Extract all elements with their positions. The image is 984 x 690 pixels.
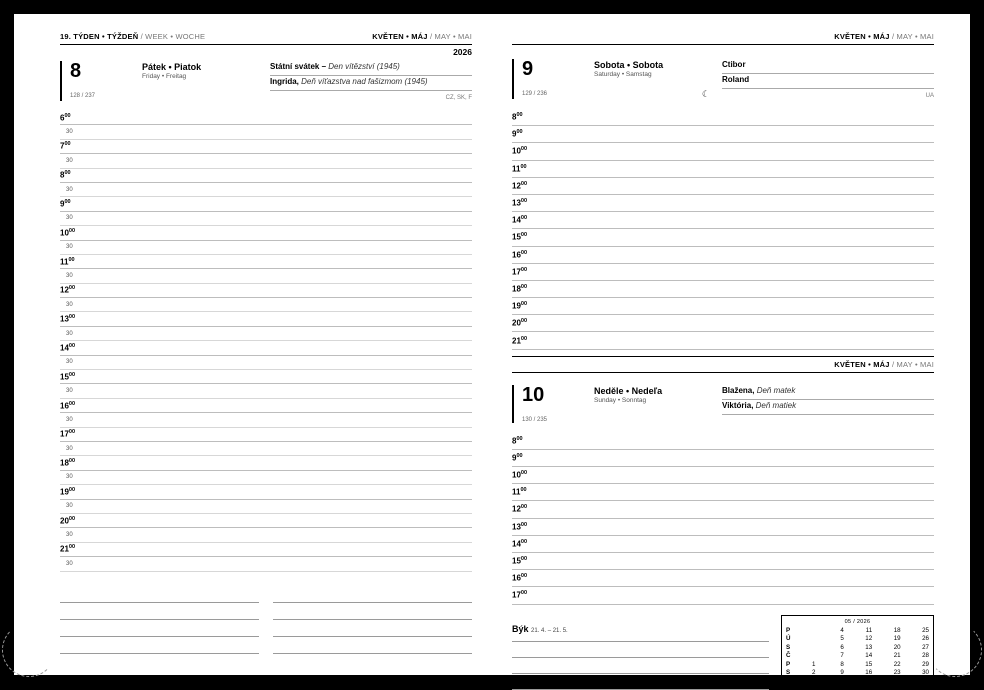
hour-row[interactable] [60, 327, 472, 341]
hour-label: $8^{00}$ [512, 112, 523, 122]
month-text-translation: / MAY • MAI [427, 32, 472, 41]
hour-row[interactable] [512, 501, 934, 518]
mini-calendar-day[interactable]: 18 [893, 626, 901, 634]
mini-calendar-day[interactable]: 20 [893, 643, 901, 651]
half-hour-label: 30 [66, 157, 73, 164]
hour-row[interactable] [512, 315, 934, 332]
mini-calendar-weekday: P [786, 626, 791, 634]
half-hour-label: 30 [66, 301, 73, 308]
mini-calendar-day[interactable]: 25 [922, 626, 929, 634]
hour-row[interactable] [60, 514, 472, 528]
half-hour-label: 30 [66, 359, 73, 366]
hour-label: $20^{00}$ [512, 318, 528, 328]
friday-note-1-bold: Státní svátek – [270, 62, 329, 71]
hour-row[interactable] [512, 281, 934, 298]
mini-calendar-row [785, 635, 930, 643]
sunday-hour-grid[interactable] [512, 433, 934, 605]
mini-calendar-weekday: Č [786, 652, 791, 660]
sunday-note-2-bold: Viktória, [722, 400, 756, 410]
mini-calendar-day[interactable]: 23 [893, 668, 901, 676]
hour-label: $12^{00}$ [512, 180, 528, 191]
half-hour-label: 30 [66, 330, 73, 337]
week-text-translation: / WEEK • WOCHE [138, 32, 206, 41]
hour-label: $13^{00}$ [512, 198, 528, 208]
zodiac-note-line[interactable] [512, 674, 769, 690]
mini-calendar-day[interactable]: 14 [865, 652, 873, 660]
mini-calendar-day[interactable]: 31 [922, 677, 929, 685]
month-text-right-translation: / MAY • MAI [889, 32, 934, 41]
hour-row[interactable] [512, 298, 934, 315]
hour-row[interactable] [60, 356, 472, 370]
hour-label: $19^{00}$ [512, 301, 528, 311]
half-hour-label: 30 [66, 128, 73, 135]
mini-calendar-day[interactable]: 17 [865, 677, 873, 685]
hour-row[interactable] [60, 413, 472, 427]
hour-row[interactable] [60, 528, 472, 542]
mini-calendar-row [785, 677, 930, 685]
hour-row[interactable] [60, 140, 472, 154]
zodiac-note-line[interactable] [512, 658, 769, 674]
hour-label: $9^{00}$ [60, 199, 71, 209]
left-page-header [60, 32, 472, 45]
mini-calendar-day[interactable]: 13 [865, 643, 873, 651]
month-label-mid [834, 360, 934, 369]
mini-calendar-day[interactable] [799, 644, 816, 652]
right-page-header [512, 32, 934, 45]
mini-calendar-day[interactable]: 26 [922, 635, 929, 643]
hour-row[interactable] [60, 154, 472, 168]
saturday-hour-grid[interactable] [512, 109, 934, 350]
diary-spread [14, 14, 970, 685]
month-label [372, 32, 472, 41]
friday-note-2-bold: Ingrida, [270, 77, 302, 86]
hour-label: $20^{00}$ [60, 515, 76, 526]
hour-row[interactable] [60, 557, 472, 571]
saturday-name-block [594, 59, 712, 99]
hour-row[interactable] [512, 570, 934, 587]
zodiac-title [512, 624, 769, 634]
hour-row[interactable] [512, 553, 934, 570]
friday-blank-columns [60, 586, 472, 654]
sunday-note-2[interactable] [722, 400, 934, 415]
hour-label: $7^{00}$ [60, 141, 71, 152]
hour-label: $15^{00}$ [512, 232, 528, 243]
hour-label: $11^{00}$ [512, 163, 527, 174]
mini-calendar-day[interactable] [799, 627, 816, 635]
zodiac-range: 21. 4. – 21. 5. [531, 627, 568, 634]
blank-note-line[interactable] [273, 620, 472, 637]
hour-label: $16^{00}$ [60, 400, 76, 411]
friday-hour-grid[interactable] [60, 111, 472, 572]
right-page-mid-divider [512, 356, 934, 357]
hour-label: $16^{00}$ [512, 249, 528, 260]
sunday-note-1-bold: Blažena, [722, 385, 757, 395]
hour-label: $17^{00}$ [60, 429, 76, 439]
zodiac-note-lines[interactable] [512, 634, 769, 690]
half-hour-label: 30 [66, 416, 73, 423]
hour-row[interactable] [60, 197, 472, 211]
hour-row[interactable] [512, 229, 934, 246]
mini-calendar-day[interactable]: 5 [840, 635, 844, 643]
half-hour-label: 30 [66, 560, 73, 567]
hour-row[interactable] [60, 428, 472, 442]
moon-last-quarter-icon: ☾ [701, 89, 710, 99]
hour-row[interactable] [60, 125, 472, 139]
sunday-day-number: 10 [522, 383, 545, 406]
month-label-right [834, 32, 934, 41]
mini-calendar-row [785, 652, 930, 660]
hour-row[interactable] [512, 332, 934, 349]
saturday-region-label: UA [925, 93, 934, 99]
zodiac-note-line[interactable] [512, 634, 769, 642]
friday-number-column [60, 61, 142, 101]
mini-calendar-day[interactable]: 24 [893, 677, 901, 685]
zodiac-name: Býk [512, 623, 529, 634]
blank-note-line[interactable] [60, 586, 259, 603]
sunday-notes [712, 385, 934, 423]
friday-day-number: 8 [70, 60, 82, 82]
hour-label: $13^{00}$ [512, 521, 528, 532]
hour-label: $19^{00}$ [60, 486, 76, 497]
hour-label: $15^{00}$ [512, 556, 528, 566]
friday-note-2-rest: Deň víťazstva nad fašizmom (1945) [301, 77, 428, 86]
saturday-note-1[interactable] [722, 59, 934, 74]
zodiac-block [512, 624, 781, 690]
friday-blank-col-left[interactable] [60, 586, 259, 654]
sunday-name-block [594, 385, 712, 423]
mini-calendar-day[interactable] [799, 652, 816, 660]
saturday-number-column [512, 59, 594, 99]
half-hour-label: 30 [66, 445, 73, 452]
sunday-day-name-translation: Sunday • Sonntag [594, 396, 647, 404]
saturday-notes [712, 59, 934, 99]
mini-calendar-day[interactable]: 12 [865, 635, 873, 643]
hour-row[interactable] [512, 126, 934, 143]
mini-calendar-day[interactable]: 19 [893, 635, 901, 643]
hour-row[interactable] [512, 450, 934, 467]
hour-label: $17^{00}$ [512, 266, 528, 277]
hour-label: $8^{00}$ [512, 435, 523, 446]
friday-blank-lines[interactable] [60, 586, 472, 654]
mini-calendar-weekday: S [786, 643, 791, 651]
mini-calendar-day[interactable]: 27 [922, 643, 929, 651]
saturday-note-1-bold: Ctibor [722, 60, 746, 69]
hour-label: $17^{00}$ [512, 590, 528, 601]
zodiac-note-line[interactable] [512, 642, 769, 658]
mini-calendar-weekday: Ú [786, 635, 791, 643]
sunday-number-column [512, 385, 594, 423]
friday-notes [260, 61, 472, 101]
sunday-note-1[interactable] [722, 385, 934, 400]
hour-label: $15^{00}$ [60, 371, 76, 382]
friday-region-label: CZ, SK, F [445, 95, 472, 101]
page-curl-right [928, 623, 982, 677]
mini-calendar-row [785, 669, 930, 677]
mini-calendar-day[interactable]: 16 [865, 668, 873, 676]
hour-row[interactable] [60, 212, 472, 226]
month-text: KVĚTEN • MÁJ [372, 32, 428, 41]
hour-label: $10^{00}$ [512, 470, 528, 480]
hour-row[interactable] [60, 284, 472, 298]
hour-row[interactable] [512, 587, 934, 604]
mini-calendar-day[interactable]: 3 [811, 677, 816, 685]
hour-label: $21^{00}$ [512, 335, 528, 346]
friday-note-2[interactable] [270, 76, 472, 91]
hour-row[interactable] [60, 384, 472, 398]
hour-row[interactable] [60, 226, 472, 240]
month-text-right: KVĚTEN • MÁJ [834, 32, 890, 41]
week-text: 19. TÝDEN • TÝŽDEŇ [60, 32, 139, 41]
hour-label: $13^{00}$ [60, 314, 76, 324]
hour-row[interactable] [512, 143, 934, 160]
hour-label: $10^{00}$ [60, 227, 76, 238]
mini-calendar-weekday: P [786, 660, 791, 668]
saturday-header [512, 59, 934, 99]
week-label [60, 32, 205, 41]
hour-row[interactable] [60, 169, 472, 183]
hour-row[interactable] [60, 312, 472, 326]
saturday-note-2[interactable] [722, 74, 934, 89]
blank-note-line[interactable] [273, 637, 472, 654]
blank-note-line[interactable] [273, 603, 472, 620]
hour-label: $16^{00}$ [512, 573, 528, 583]
mini-calendar-day[interactable]: 6 [840, 643, 844, 651]
hour-row[interactable] [60, 341, 472, 355]
saturday-day-number: 9 [522, 58, 534, 80]
hour-label: $21^{00}$ [60, 544, 76, 555]
hour-row[interactable] [512, 178, 934, 195]
hour-row[interactable] [60, 500, 472, 514]
hour-row[interactable] [512, 484, 934, 501]
month-text-mid-translation: / MAY • MAI [889, 359, 934, 369]
hour-label: $9^{00}$ [512, 129, 523, 139]
page-left [14, 14, 492, 675]
mini-calendar-weekday: N [786, 677, 791, 685]
mini-calendar-row [785, 644, 930, 652]
right-page-bottom [512, 615, 934, 690]
half-hour-label: 30 [66, 186, 73, 193]
mini-calendar-row [785, 661, 930, 669]
sunday-note-1-rest: Deň matek [756, 385, 796, 395]
hour-label: $12^{00}$ [512, 504, 528, 515]
hour-label: $12^{00}$ [60, 285, 76, 296]
friday-day-name-translation: Friday • Freitag [142, 73, 187, 80]
hour-row[interactable] [60, 471, 472, 485]
hour-row[interactable] [60, 442, 472, 456]
half-hour-label: 30 [66, 244, 73, 251]
hour-row[interactable] [60, 269, 472, 283]
mini-calendar-day[interactable]: 10 [836, 677, 844, 685]
hour-row[interactable] [60, 485, 472, 499]
hour-label: $11^{00}$ [512, 487, 527, 497]
hour-label: $9^{00}$ [512, 452, 523, 463]
half-hour-label: 30 [66, 474, 73, 481]
hour-label: $8^{00}$ [60, 170, 71, 180]
sunday-day-count: 130 / 235 [522, 416, 548, 423]
mini-calendar-table [785, 627, 930, 686]
blank-note-line[interactable] [273, 586, 472, 603]
hour-row[interactable] [512, 519, 934, 536]
friday-note-1[interactable] [270, 61, 472, 76]
hour-label: $6^{00}$ [60, 112, 71, 123]
hour-row[interactable] [60, 255, 472, 269]
hour-label: $18^{00}$ [512, 283, 528, 294]
mini-calendar[interactable] [781, 615, 934, 690]
half-hour-label: 30 [66, 272, 73, 279]
month-text-mid: KVĚTEN • MÁJ [834, 359, 890, 369]
mini-calendar-weekday: S [786, 668, 791, 676]
hour-row[interactable] [512, 264, 934, 281]
friday-day-count: 128 / 237 [70, 93, 96, 99]
friday-header [60, 61, 472, 101]
friday-blank-col-right[interactable] [273, 586, 472, 654]
hour-row[interactable] [60, 456, 472, 470]
mini-calendar-day[interactable]: 29 [922, 660, 929, 668]
hour-row[interactable] [60, 241, 472, 255]
hour-row[interactable] [512, 536, 934, 553]
hour-row[interactable] [512, 212, 934, 229]
mini-calendar-day[interactable] [799, 635, 816, 643]
blank-note-line[interactable] [60, 637, 259, 654]
blank-note-line[interactable] [60, 620, 259, 637]
page-curl-left [2, 623, 56, 677]
mini-calendar-day[interactable]: 11 [865, 626, 873, 634]
hour-row[interactable] [60, 399, 472, 413]
mini-calendar-title: 05 / 2026 [844, 618, 871, 625]
half-hour-label: 30 [66, 387, 73, 394]
sunday-header [512, 385, 934, 423]
year-label: 2026 [453, 47, 472, 57]
saturday-day-name: Sobota • Sobota [594, 60, 664, 70]
mini-calendar-day[interactable]: 8 [840, 660, 844, 668]
saturday-note-2-bold: Roland [722, 75, 750, 84]
friday-day-name: Pátek • Piatok [142, 62, 202, 72]
hour-label: $10^{00}$ [512, 146, 528, 157]
mini-calendar-day[interactable]: 15 [865, 660, 873, 668]
hour-label: $11^{00}$ [60, 256, 75, 267]
mini-calendar-day[interactable]: 22 [893, 660, 901, 668]
mini-calendar-day[interactable]: 30 [922, 668, 929, 676]
mini-calendar-day[interactable]: 4 [840, 626, 844, 634]
mini-calendar-day[interactable]: 1 [811, 660, 816, 668]
blank-note-line[interactable] [60, 603, 259, 620]
half-hour-label: 30 [66, 531, 73, 538]
mini-calendar-day[interactable]: 2 [811, 668, 816, 676]
hour-label: $14^{00}$ [512, 215, 528, 225]
saturday-day-name-translation: Saturday • Samstag [594, 71, 652, 78]
hour-label: $14^{00}$ [512, 538, 528, 549]
sunday-day-name: Neděle • Nedeľa [594, 385, 663, 396]
right-page-mid-header [512, 360, 934, 373]
hour-row[interactable] [512, 247, 934, 264]
hour-row[interactable] [512, 195, 934, 212]
page-right [492, 14, 970, 685]
hour-row[interactable] [512, 109, 934, 126]
hour-row[interactable] [60, 183, 472, 197]
sunday-note-2-rest: Deň matiek [755, 400, 797, 410]
hour-row[interactable] [60, 111, 472, 125]
mini-calendar-row [785, 627, 930, 635]
friday-name-block [142, 61, 260, 101]
hour-row[interactable] [60, 370, 472, 384]
friday-note-1-rest: Den vítězství (1945) [328, 62, 400, 71]
mini-calendar-day[interactable]: 28 [922, 652, 929, 660]
hour-label: $14^{00}$ [60, 342, 76, 353]
hour-row[interactable] [60, 298, 472, 312]
hour-row[interactable] [60, 543, 472, 557]
half-hour-label: 30 [66, 215, 73, 222]
mini-calendar-day[interactable]: 21 [893, 652, 901, 660]
hour-row[interactable] [512, 433, 934, 450]
half-hour-label: 30 [66, 503, 73, 510]
hour-label: $18^{00}$ [60, 458, 76, 468]
mini-calendar-day[interactable]: 7 [840, 652, 844, 660]
saturday-day-count: 129 / 236 [522, 91, 548, 97]
mini-calendar-day[interactable]: 9 [840, 668, 844, 676]
hour-row[interactable] [512, 161, 934, 178]
hour-row[interactable] [512, 467, 934, 484]
